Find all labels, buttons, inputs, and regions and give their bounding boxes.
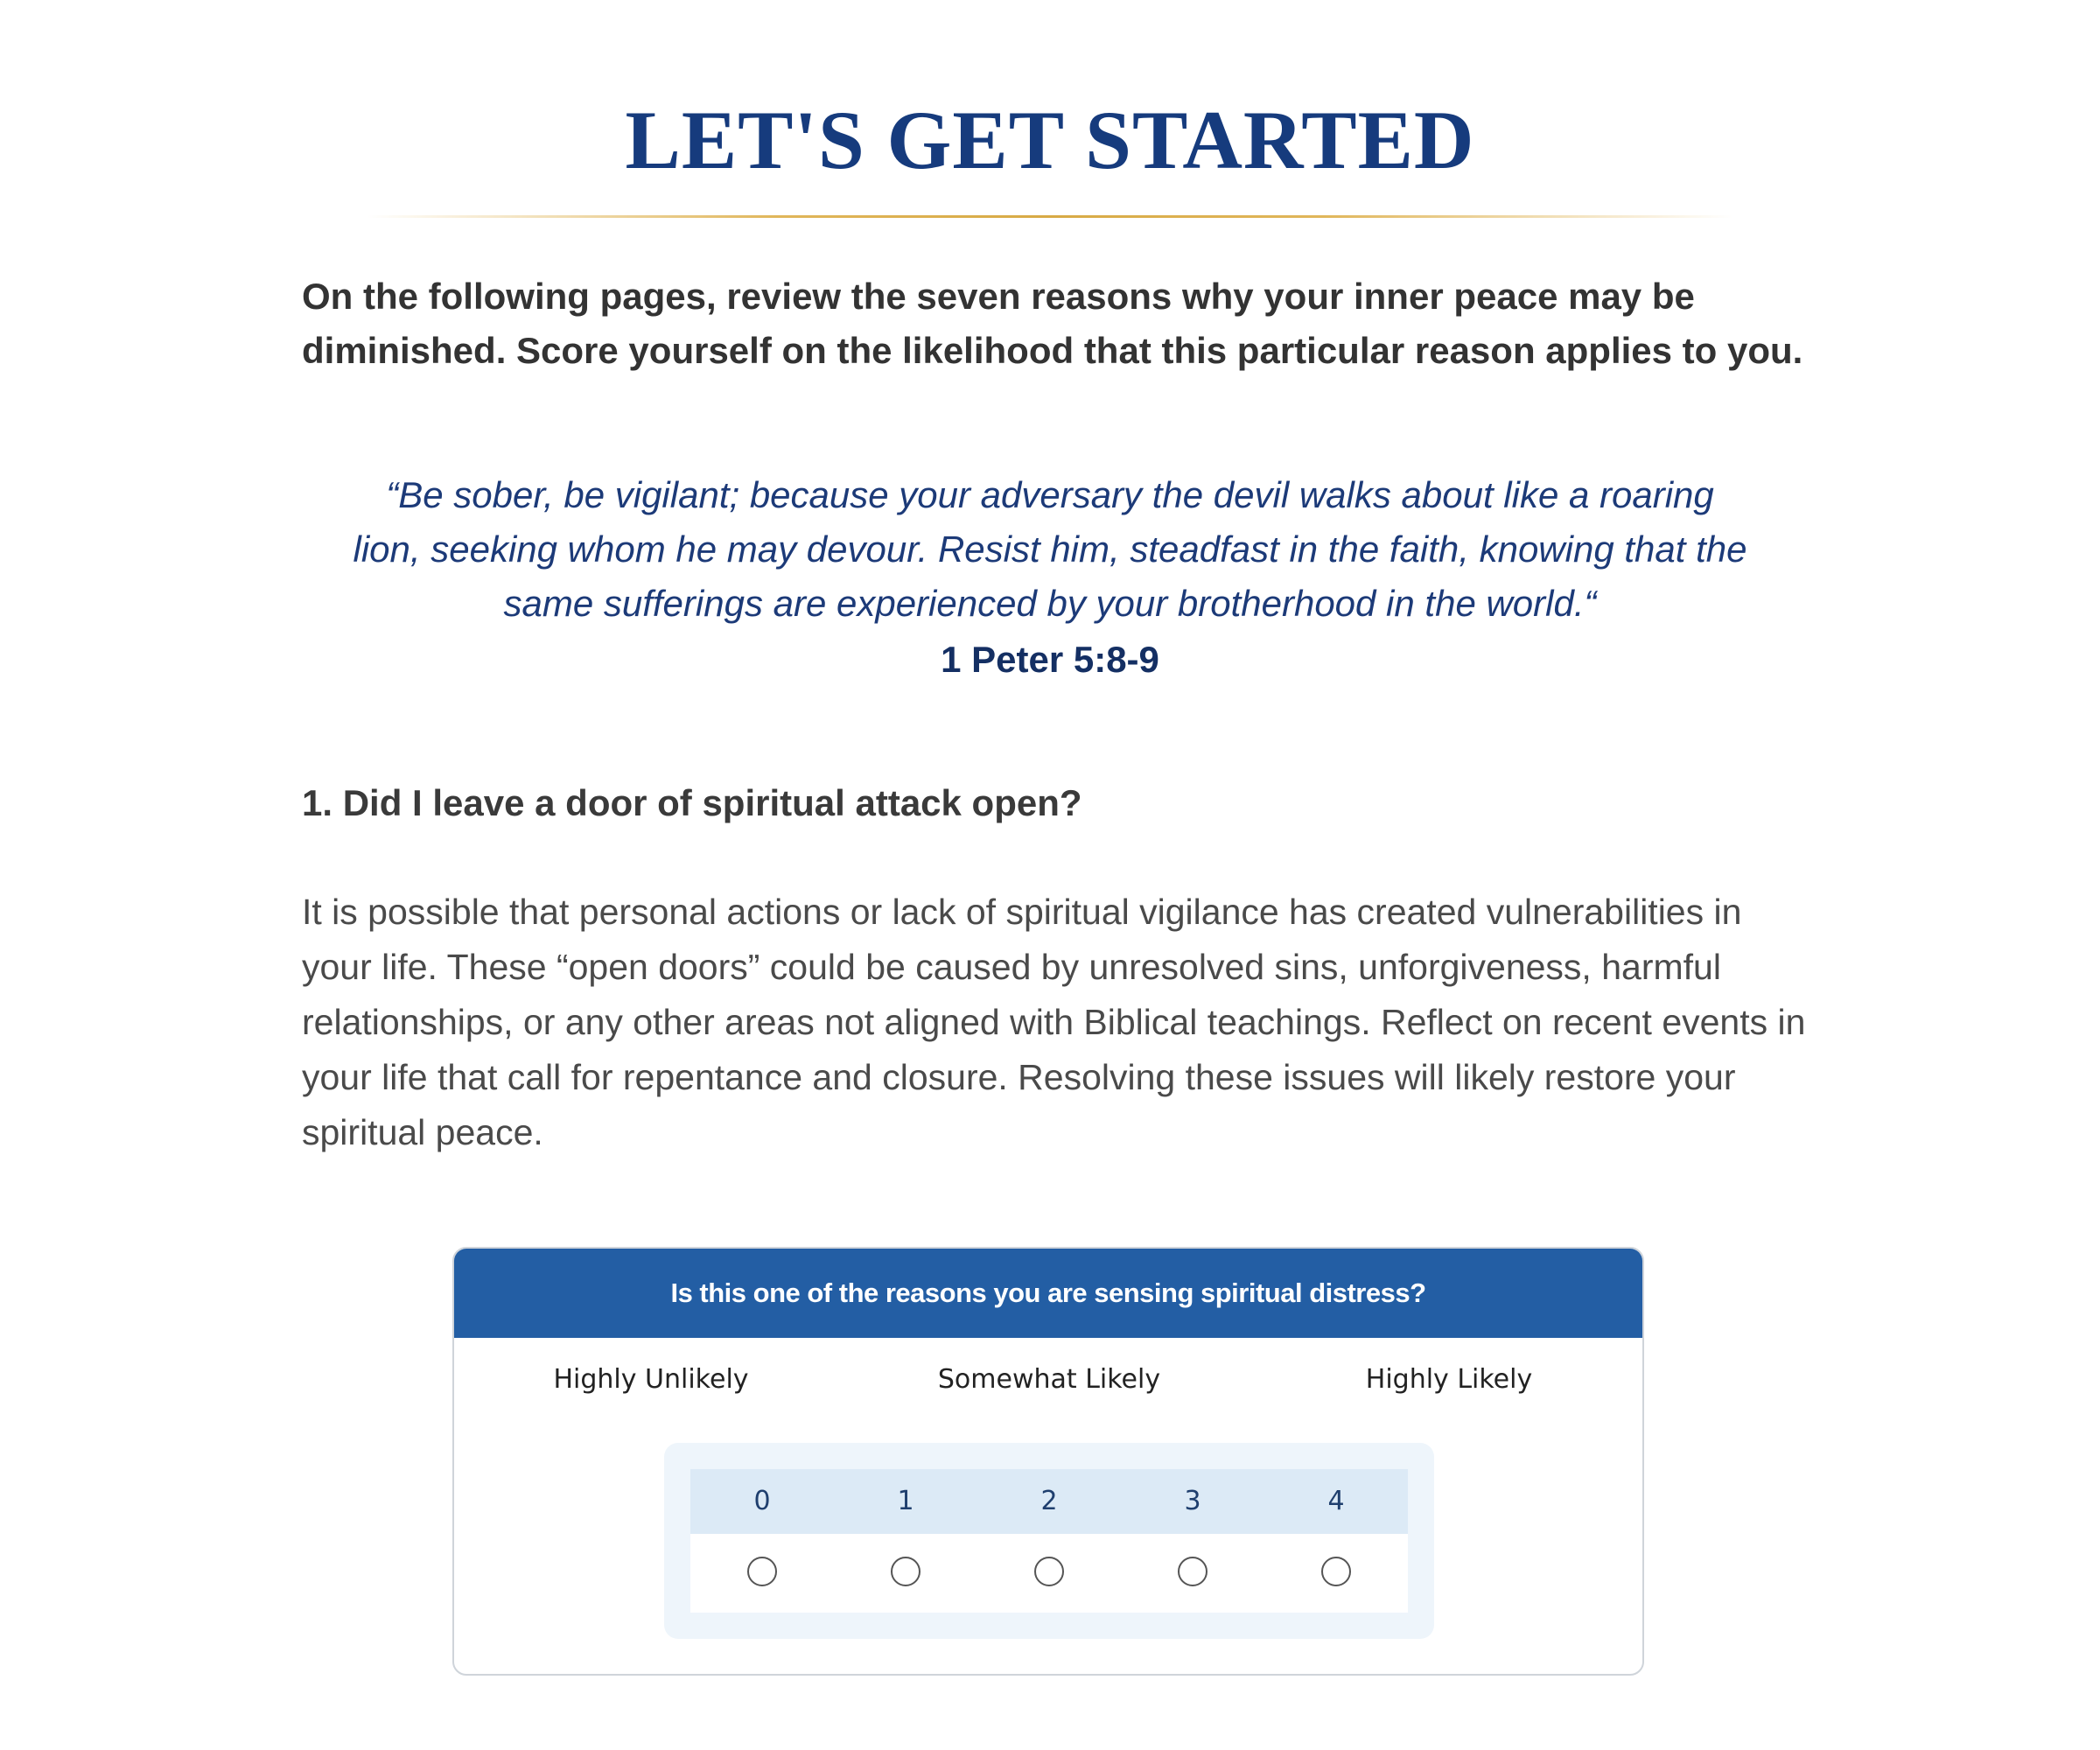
rating-radio-4[interactable] [1321, 1557, 1351, 1586]
rating-radio-2[interactable] [1034, 1557, 1064, 1586]
rating-number-row [690, 1469, 1408, 1534]
rating-number-2: 2 [1040, 1486, 1058, 1516]
quote-line: lion, seeking whom he may devour. Resist him, steadfast in the faith, knowing that the [353, 528, 1747, 570]
quote-line: same sufferings are experienced by your brotherhood in the world.“ [503, 583, 1597, 624]
rating-number-3: 3 [1184, 1486, 1201, 1516]
scripture-quote [289, 468, 1811, 631]
rating-card-header: Is this one of the reasons you are sensing spiritual distress? [454, 1249, 1642, 1338]
scale-label-somewhat-likely: Somewhat Likely [937, 1364, 1161, 1395]
rating-radio-3[interactable] [1178, 1557, 1208, 1586]
scripture-reference: 1 Peter 5:8-9 [941, 639, 1159, 680]
page-title: LET'S GET STARTED [625, 94, 1475, 186]
scale-label-highly-unlikely: Highly Unlikely [553, 1364, 749, 1395]
rating-number-1: 1 [897, 1486, 914, 1516]
rating-number-0: 0 [753, 1486, 771, 1516]
scale-label-highly-likely: Highly Likely [1365, 1364, 1533, 1395]
rating-grid [690, 1469, 1408, 1613]
rating-number-4: 4 [1327, 1486, 1345, 1516]
intro-text: On the following pages, review the seven reasons why your inner peace may be diminished. Score yourself on the likelihood that this particular reason applies to you. [302, 276, 1803, 371]
rating-card [452, 1247, 1644, 1676]
title-divider [368, 215, 1732, 218]
question-heading: 1. Did I leave a door of spiritual attack open? [302, 782, 1082, 823]
rating-scale [664, 1443, 1434, 1639]
quote-line: “Be sober, be vigilant; because your adversary the devil walks about like a roaring [386, 474, 1714, 515]
rating-radio-1[interactable] [891, 1557, 920, 1586]
question-body: It is possible that personal actions or lack of spiritual vigilance has created vulnerabilities in your life. These “open doors” could be caused by unresolved sins, unforgiveness, harmful relationships, or any other areas not aligned with Biblical teachings. Reflect on recent events in your life that call for repentance and closure. Resolving these issues will likely restore your spiritual peace. [302, 892, 1806, 1152]
rating-radio-0[interactable] [747, 1557, 777, 1586]
